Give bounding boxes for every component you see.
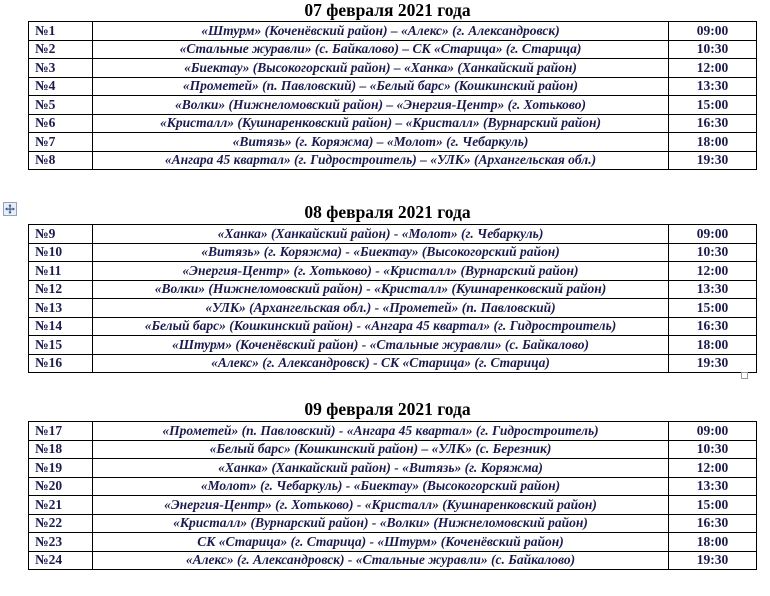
match-row <box>29 59 757 78</box>
match-number-cell: №10 <box>29 243 93 262</box>
match-row <box>29 262 757 281</box>
match-teams-cell: «Волки» (Нижнеломовский район) – «Энергия-Центр» (г. Хотьково) <box>93 96 669 115</box>
match-time-cell: 19:30 <box>669 151 757 170</box>
match-number-cell: №9 <box>29 225 93 244</box>
schedule-table-feb-08 <box>28 224 757 373</box>
match-teams-cell: «Алекс» (г. Александровск) - «Стальные журавли» (с. Байкалово) <box>93 551 669 570</box>
match-time-cell: 09:00 <box>669 422 757 441</box>
four-arrows-icon <box>5 204 15 214</box>
match-number-cell: №14 <box>29 317 93 336</box>
match-teams-cell: «Штурм» (Коченёвский район) – «Алекс» (г. Александровск) <box>93 22 669 41</box>
match-teams-cell: «Белый барс» (Кошкинский район) - «Ангара 45 квартал» (г. Гидростроитель) <box>93 317 669 336</box>
match-row <box>29 336 757 355</box>
match-number-cell: №8 <box>29 151 93 170</box>
match-row <box>29 514 757 533</box>
match-number-cell: №7 <box>29 133 93 152</box>
match-number-cell: №24 <box>29 551 93 570</box>
match-number-cell: №19 <box>29 459 93 478</box>
match-number-cell: №13 <box>29 299 93 318</box>
match-number-cell: №18 <box>29 440 93 459</box>
match-row <box>29 151 757 170</box>
match-row <box>29 459 757 478</box>
match-teams-cell: «Ханка» (Ханкайский район) - «Молот» (г. Чебаркуль) <box>93 225 669 244</box>
match-teams-cell: «Стальные журавли» (с. Байкалово) – СК «Старица» (г. Старица) <box>93 40 669 59</box>
match-teams-cell: «Штурм» (Коченёвский район) - «Стальные журавли» (с. Байкалово) <box>93 336 669 355</box>
match-time-cell: 12:00 <box>669 262 757 281</box>
match-time-cell: 18:00 <box>669 336 757 355</box>
match-row <box>29 477 757 496</box>
match-teams-cell: «Витязь» (г. Коряжма) – «Молот» (г. Чебаркуль) <box>93 133 669 152</box>
table-move-handle-icon[interactable] <box>3 202 17 216</box>
match-number-cell: №12 <box>29 280 93 299</box>
date-title-feb-09: 09 февраля 2021 года <box>304 399 471 419</box>
match-number-cell: №11 <box>29 262 93 281</box>
match-time-cell: 15:00 <box>669 96 757 115</box>
match-teams-cell: «Биектау» (Высокогорский район) – «Ханка» (Ханкайский район) <box>93 59 669 78</box>
match-teams-cell: «УЛК» (Архангельская обл.) - «Прометей» (п. Павловский) <box>93 299 669 318</box>
match-time-cell: 10:30 <box>669 243 757 262</box>
match-number-cell: №3 <box>29 59 93 78</box>
match-number-cell: №21 <box>29 496 93 515</box>
match-time-cell: 16:30 <box>669 317 757 336</box>
match-teams-cell: «Прометей» (п. Павловский) - «Ангара 45 квартал» (г. Гидростроитель) <box>93 422 669 441</box>
match-time-cell: 10:30 <box>669 440 757 459</box>
match-number-cell: №22 <box>29 514 93 533</box>
match-row <box>29 114 757 133</box>
match-time-cell: 13:30 <box>669 477 757 496</box>
match-teams-cell: «Энергия-Центр» (г. Хотьково) - «Кристалл» (Вурнарский район) <box>93 262 669 281</box>
match-number-cell: №16 <box>29 354 93 373</box>
match-teams-cell: «Алекс» (г. Александровск) - СК «Старица» (г. Старица) <box>93 354 669 373</box>
match-row <box>29 133 757 152</box>
match-number-cell: №2 <box>29 40 93 59</box>
match-time-cell: 13:30 <box>669 77 757 96</box>
match-row <box>29 299 757 318</box>
match-row <box>29 243 757 262</box>
match-time-cell: 15:00 <box>669 496 757 515</box>
match-teams-cell: «Прометей» (п. Павловский) – «Белый барс» (Кошкинский район) <box>93 77 669 96</box>
match-time-cell: 15:00 <box>669 299 757 318</box>
match-time-cell: 12:00 <box>669 59 757 78</box>
schedule-table-feb-07 <box>28 21 757 170</box>
match-row <box>29 440 757 459</box>
match-number-cell: №4 <box>29 77 93 96</box>
match-time-cell: 12:00 <box>669 459 757 478</box>
match-teams-cell: «Белый барс» (Кошкинский район) – «УЛК» (с. Березник) <box>93 440 669 459</box>
match-teams-cell: «Ангара 45 квартал» (г. Гидростроитель) – «УЛК» (Архангельская обл.) <box>93 151 669 170</box>
match-row <box>29 225 757 244</box>
match-number-cell: №1 <box>29 22 93 41</box>
match-time-cell: 09:00 <box>669 22 757 41</box>
match-time-cell: 19:30 <box>669 354 757 373</box>
match-row <box>29 77 757 96</box>
match-number-cell: №15 <box>29 336 93 355</box>
match-teams-cell: «Энергия-Центр» (г. Хотьково) - «Кристалл» (Кушнаренковский район) <box>93 496 669 515</box>
match-teams-cell: «Ханка» (Ханкайский район) - «Витязь» (г. Коряжма) <box>93 459 669 478</box>
match-row <box>29 496 757 515</box>
date-title-feb-07: 07 февраля 2021 года <box>304 0 471 20</box>
match-time-cell: 09:00 <box>669 225 757 244</box>
date-title-feb-08: 08 февраля 2021 года <box>304 202 471 222</box>
table-resize-handle-icon[interactable] <box>741 372 748 379</box>
match-time-cell: 10:30 <box>669 40 757 59</box>
schedule-table-feb-09 <box>28 421 757 570</box>
match-row <box>29 280 757 299</box>
match-time-cell: 18:00 <box>669 533 757 552</box>
match-row <box>29 354 757 373</box>
match-teams-cell: «Молот» (г. Чебаркуль) - «Биектау» (Высокогорский район) <box>93 477 669 496</box>
match-row <box>29 422 757 441</box>
match-time-cell: 16:30 <box>669 514 757 533</box>
match-time-cell: 13:30 <box>669 280 757 299</box>
match-teams-cell: «Кристалл» (Кушнаренковский район) – «Кристалл» (Вурнарский район) <box>93 114 669 133</box>
match-teams-cell: «Волки» (Нижнеломовский район) - «Кристалл» (Кушнаренковский район) <box>93 280 669 299</box>
match-number-cell: №5 <box>29 96 93 115</box>
match-number-cell: №17 <box>29 422 93 441</box>
match-row <box>29 317 757 336</box>
match-time-cell: 19:30 <box>669 551 757 570</box>
match-number-cell: №6 <box>29 114 93 133</box>
match-time-cell: 18:00 <box>669 133 757 152</box>
match-row <box>29 96 757 115</box>
match-number-cell: №20 <box>29 477 93 496</box>
match-teams-cell: «Кристалл» (Вурнарский район) - «Волки» (Нижнеломовский район) <box>93 514 669 533</box>
match-teams-cell: СК «Старица» (г. Старица) - «Штурм» (Коченёвский район) <box>93 533 669 552</box>
match-row <box>29 551 757 570</box>
match-time-cell: 16:30 <box>669 114 757 133</box>
match-row <box>29 40 757 59</box>
match-teams-cell: «Витязь» (г. Коряжма) - «Биектау» (Высокогорский район) <box>93 243 669 262</box>
match-number-cell: №23 <box>29 533 93 552</box>
match-row <box>29 22 757 41</box>
match-row <box>29 533 757 552</box>
